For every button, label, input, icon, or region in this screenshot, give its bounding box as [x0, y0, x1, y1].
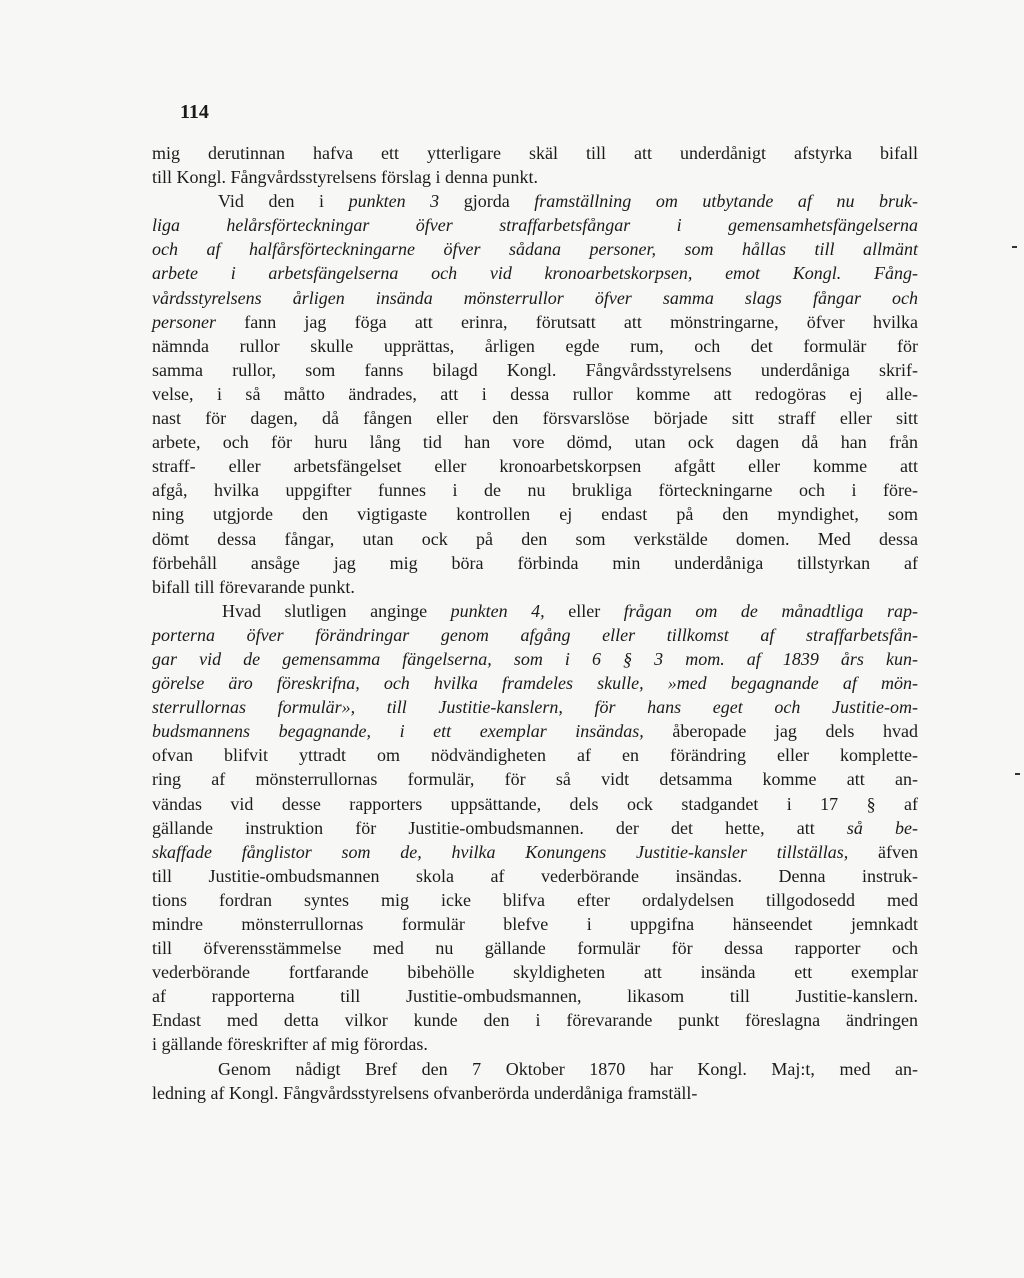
text-line: görelse äro föreskrifna, och hvilka framdeles skulle, »med begagnande af mön- [152, 673, 918, 694]
text-line: vederbörande fortfarande bibehölle skyldigheten att insända ett exemplar [152, 962, 918, 983]
text-line: ledning af Kongl. Fångvårdsstyrelsens ofvanberörda underdåniga framställ- [152, 1082, 698, 1103]
text-segment: gjorda [439, 191, 535, 212]
text-line: ning utgjorde den vigtigaste kontrollen ej endast på den myndighet, som [152, 504, 918, 525]
text-line: afgå, hvilka uppgifter funnes i de nu brukliga förteckningarne och i före- [152, 480, 918, 501]
text-line [152, 310, 918, 334]
body-text [152, 141, 918, 1105]
text-line: bifall till förevarande punkt. [152, 576, 355, 597]
text-segment: fann jag föga att erinra, förutsatt att mönstringarne, öfver hvilka [216, 311, 918, 332]
text-segment: frågan om de månadtliga rap- [623, 600, 919, 621]
text-segment: eller [544, 600, 624, 621]
text-line: samma rullor, som fanns bilagd Kongl. Fångvårdsstyrelsens underdåniga skrif- [152, 359, 918, 380]
text-line: af rapporterna till Justitie-ombudsmannen, likasom till Justitie-kanslern. [152, 986, 918, 1007]
text-line: gar vid de gemensamma fängelserna, som i 6 § 3 mom. af 1839 års kun- [152, 648, 918, 669]
text-segment: så be- [846, 817, 918, 838]
text-line: liga helårsförteckningar öfver straffarbetsfångar i gemensamhetsfängelserna [152, 215, 918, 236]
page-number: 114 [180, 101, 209, 123]
text-line: förbehåll ansåge jag mig böra förbinda min underdåniga tillstyrkan af [152, 552, 918, 573]
text-line: porterna öfver förändringar genom afgång eller tillkomst af straffarbetsfån- [152, 624, 918, 645]
text-segment: skaffade fånglistor som de, hvilka Konungens Justitie-kansler tillställas, [152, 841, 849, 862]
text-line: till öfverensstämmelse med nu gällande formulär för dessa rapporter och [152, 938, 918, 959]
text-segment: åberopade jag dels hvad [643, 721, 918, 742]
scan-mark [1012, 246, 1017, 248]
text-line: straff- eller arbetsfängelset eller kronoarbetskorpsen afgått eller komme att [152, 456, 918, 477]
text-segment: äfven [848, 841, 918, 862]
text-line: vårdsstyrelsens årligen insända mönsterrullor öfver samma slags fångar och [152, 287, 918, 308]
text-line [152, 816, 918, 840]
text-line: Endast med detta vilkor kunde den i förevarande punkt föreslagna ändringen [152, 1010, 918, 1031]
text-line: till Justitie-ombudsmannen skola af vederbörande insändas. Denna instruk- [152, 865, 918, 886]
text-line [152, 719, 918, 743]
text-segment: punkten 4, [450, 600, 545, 621]
text-line: tions fordran syntes mig icke blifva efter ordalydelsen tillgodosedd med [152, 889, 918, 910]
text-line: ofvan blifvit yttradt om nödvändigheten af en förändring eller komplette- [152, 745, 918, 766]
text-line: vändas vid desse rapporters uppsättande, dels ock stadgandet i 17 § af [152, 793, 918, 814]
text-line: arbete, och för huru lång tid han vore dömd, utan ock dagen då han från [152, 432, 918, 453]
text-line: i gällande föreskrifter af mig förordas. [152, 1034, 428, 1055]
text-line: och af halfårsförteckningarne öfver sådana personer, som hållas till allmänt [152, 239, 918, 260]
text-line [152, 189, 918, 213]
text-line: till Kongl. Fångvårdsstyrelsens förslag i denna punkt. [152, 167, 538, 188]
text-line: dömt dessa fångar, utan ock på den som verkstälde domen. Med dessa [152, 528, 918, 549]
text-segment: budsmannens begagnande, i ett exemplar insändas, [152, 721, 644, 742]
text-line: Genom nådigt Bref den 7 Oktober 1870 har Kongl. Maj:t, med an- [218, 1058, 918, 1079]
text-line: mindre mönsterrullornas formulär blefve i uppgifna hänseendet jemnkadt [152, 914, 918, 934]
text-segment: gällande instruktion för Justitie-ombudsmannen. der det hette, att [152, 817, 847, 838]
text-line [152, 840, 918, 864]
text-line: sterrullornas formulär», till Justitie-kanslern, för hans eget och Justitie-om- [152, 697, 918, 718]
text-segment: framställning om utbytande af nu bruk- [534, 191, 919, 212]
text-line [152, 599, 918, 623]
text-segment: personer [152, 311, 216, 332]
scan-mark [1015, 773, 1020, 775]
text-segment: punkten 3 [348, 191, 440, 212]
text-segment: Hvad slutligen anginge [222, 600, 451, 621]
text-line: arbete i arbetsfängelserna och vid kronoarbetskorpsen, emot Kongl. Fång- [152, 263, 918, 284]
text-line: mig derutinnan hafva ett ytterligare skäl till att underdånigt afstyrka bifall [152, 143, 918, 163]
text-line: velse, i så måtto ändrades, att i dessa rullor komme att redogöras ej alle- [152, 383, 918, 404]
text-segment: Vid den i [218, 191, 349, 212]
text-line: nämnda rullor skulle upprättas, årligen egde rum, och det formulär för [152, 335, 918, 356]
text-line: ring af mönsterrullornas formulär, för så vidt detsamma komme att an- [152, 769, 918, 790]
text-line: nast för dagen, då fången eller den försvarslöse började sitt straff eller sitt [152, 408, 918, 429]
